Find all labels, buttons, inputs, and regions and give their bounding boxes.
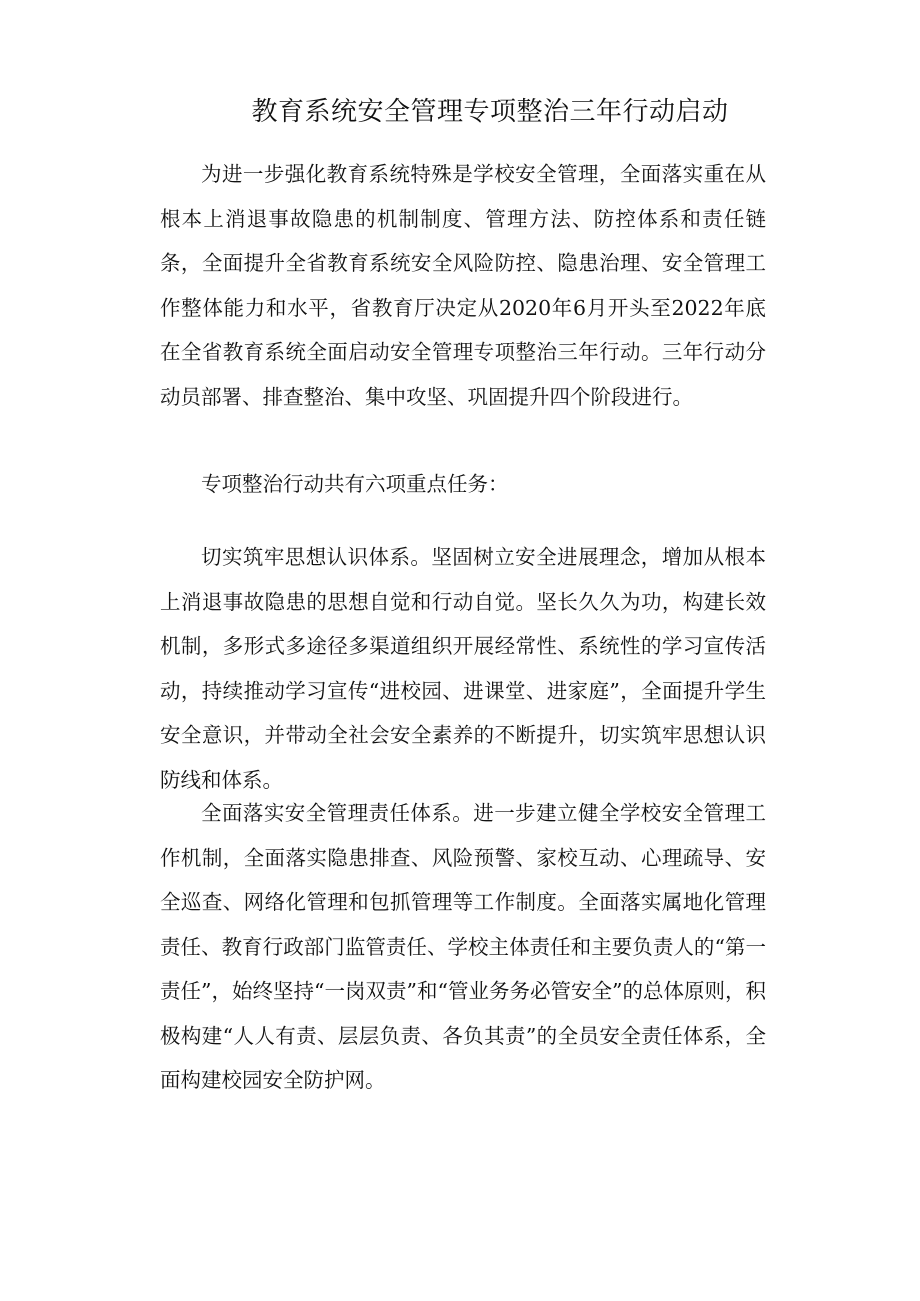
document-title: 教育系统安全管理专项整治三年行动启动 — [251, 97, 729, 127]
paragraph-task-awareness: 切实筑牢思想认识体系。坚固树立安全进展理念，增加从根本上消退事故隐患的思想自觉和行动自觉。坚长久久为功，构建长效机制，多形式多途径多渠道组织开展经常性、系统性的学习宣传活动，持续推动学习宣传“进校园、进课堂、进家庭”，全面提升学生安全意识，并带动全社会安全素养的不断提升，切实筑牢思想认识防线和体系。 — [160, 545, 766, 792]
paragraph-intro: 为进一步强化教育系统特殊是学校安全管理，全面落实重在从根本上消退事故隐患的机制制度、管理方法、防控体系和责任链条，全面提升全省教育系统安全风险防控、隐患治理、安全管理工作整体能力和水平，省教育厅决定从2020年6月开头至2022年底在全省教育系统全面启动安全管理专项整治三年行动。三年行动分动员部署、排查整治、集中攻坚、巩固提升四个阶段进行。 — [160, 162, 766, 409]
paragraph-tasks-heading: 专项整治行动共有六项重点任务： — [201, 472, 509, 496]
paragraph-task-responsibility: 全面落实安全管理责任体系。进一步建立健全学校安全管理工作机制，全面落实隐患排查、风险预警、家校互动、心理疏导、安全巡查、网络化管理和包抓管理等工作制度。全面落实属地化管理责任、教育行政部门监管责任、学校主体责任和主要负责人的“第一责任”，始终坚持“一岗双责”和“管业务务必管安全”的总体原则，积极构建“人人有责、层层负责、各负其责”的全员安全责任体系，全面构建校园安全防护网。 — [160, 801, 766, 1092]
